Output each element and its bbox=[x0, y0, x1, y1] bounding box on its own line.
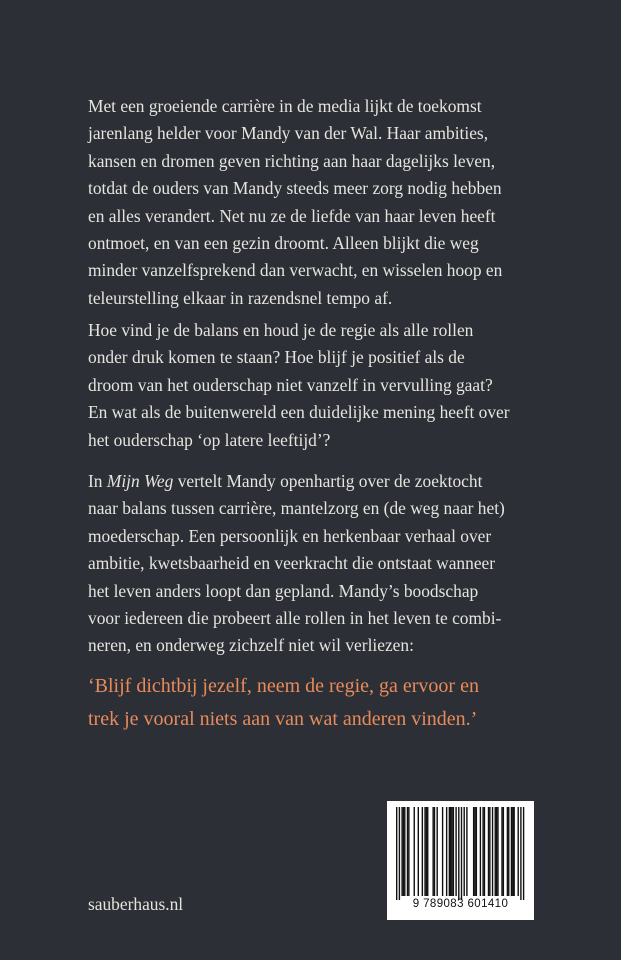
barcode-bar bbox=[424, 807, 425, 896]
barcode-bar bbox=[492, 807, 493, 896]
pull-quote bbox=[88, 670, 518, 736]
barcode-bar bbox=[511, 807, 512, 896]
barcode-bar bbox=[434, 807, 435, 896]
barcode-bar bbox=[432, 807, 433, 896]
barcode-bar bbox=[437, 807, 438, 896]
text-line: minder vanzelfsprekend dan verwacht, en wisselen hoop en bbox=[88, 260, 503, 281]
barcode-bar bbox=[488, 807, 489, 896]
quote-line: ‘Blijf dichtbij jezelf, neem de regie, ga ervoor en bbox=[88, 675, 479, 697]
isbn-barcode bbox=[387, 801, 534, 920]
quote-line: trek je vooral niets aan van wat anderen vinden.’ bbox=[88, 708, 478, 730]
barcode-bar bbox=[513, 807, 514, 896]
barcode-bar bbox=[418, 807, 419, 896]
book-title: Mijn Weg bbox=[106, 471, 174, 491]
publisher-website: sauberhaus.nl bbox=[88, 894, 184, 914]
barcode-bar bbox=[461, 807, 462, 900]
text-line: totdat de ouders van Mandy steeds meer zorg nodig hebben bbox=[88, 178, 502, 199]
barcode-bar bbox=[523, 807, 524, 900]
text-line: en alles verandert. Net nu ze de liefde van haar leven heeft bbox=[88, 205, 496, 226]
synopsis-paragraph-1 bbox=[88, 93, 518, 312]
barcode-bar bbox=[442, 807, 443, 896]
text-line: het ouderschap ‘op latere leeftijd’? bbox=[88, 429, 331, 450]
barcode-bar bbox=[427, 807, 428, 896]
text-line: kansen en dromen geven richting aan haar dagelijks leven, bbox=[88, 150, 496, 171]
barcode-bar bbox=[495, 807, 496, 896]
barcode-bar bbox=[501, 807, 502, 896]
barcode-bar bbox=[482, 807, 483, 896]
text-line: teleurstelling elkaar in razendsnel tempo af. bbox=[88, 287, 393, 308]
barcode-bar bbox=[497, 807, 498, 896]
barcode-bar bbox=[512, 807, 513, 896]
text-line: jarenlang helder voor Mandy van der Wal. Haar ambities, bbox=[88, 123, 489, 144]
barcode-bar bbox=[407, 807, 408, 896]
barcode-bar bbox=[396, 807, 397, 900]
barcode-bar bbox=[520, 807, 521, 900]
barcode-bar bbox=[508, 807, 509, 896]
barcode-bar bbox=[474, 807, 475, 896]
barcode-bar bbox=[404, 807, 405, 896]
text-segment: In bbox=[88, 471, 107, 491]
text-line: Hoe vind je de balans en houd je de regie als alle rollen bbox=[88, 320, 474, 340]
text-line: En wat als de buitenwereld een duidelijke mening heeft over bbox=[88, 402, 510, 423]
text-line: onder druk komen te staan? Hoe blijf je positief als de bbox=[88, 347, 465, 368]
barcode-bar bbox=[464, 807, 465, 896]
text-line: neren, en onderweg zichzelf niet wil verliezen: bbox=[88, 635, 414, 656]
text-line: voor iedereen die probeert alle rollen in het leven te combi- bbox=[88, 608, 502, 629]
text-line: moederschap. Een persoonlijk en herkenbaar verhaal over bbox=[88, 525, 492, 546]
barcode-bar bbox=[449, 807, 450, 896]
barcode-bar bbox=[450, 807, 451, 896]
barcode-bar bbox=[476, 807, 477, 896]
barcode-bar bbox=[480, 807, 481, 896]
barcode-bar bbox=[455, 807, 456, 896]
barcode-bar bbox=[458, 807, 459, 900]
text-line: het leven anders loopt dan gepland. Mandy’s boodschap bbox=[88, 580, 479, 601]
barcode-bar bbox=[489, 807, 490, 896]
barcode-bar bbox=[426, 807, 427, 896]
barcode-bar bbox=[422, 807, 423, 896]
synopsis-paragraph-2 bbox=[88, 317, 518, 454]
barcode-bar bbox=[473, 807, 474, 896]
barcode-bar bbox=[453, 807, 454, 896]
text-line: naar balans tussen carrière, mantelzorg en (de weg naar het) bbox=[88, 498, 505, 519]
text-line: ambitie, kwetsbaarheid en veerkracht die ontstaat wanneer bbox=[88, 553, 496, 574]
text-line bbox=[88, 468, 518, 495]
barcode-bar bbox=[518, 807, 519, 896]
isbn-number: 9 789083 601410 bbox=[412, 898, 509, 910]
barcode-bar bbox=[503, 807, 504, 896]
barcode-bar bbox=[399, 807, 400, 900]
barcode-bar bbox=[496, 807, 497, 896]
barcode-bar bbox=[408, 807, 409, 896]
text-line: droom van het ouderschap niet vanzelf in vervulling gaat? bbox=[88, 374, 493, 395]
text-line: Met een groeiende carrière in de media lijkt de toekomst bbox=[88, 96, 482, 116]
text-segment: vertelt Mandy openhartig over de zoektocht bbox=[173, 471, 483, 491]
synopsis-paragraph-3 bbox=[88, 468, 518, 660]
barcode-bar bbox=[414, 807, 415, 896]
barcode-bar bbox=[484, 807, 485, 896]
text-line: ontmoet, en van een gezin droomt. Alleen blijkt die weg bbox=[88, 233, 479, 254]
barcode-bar bbox=[451, 807, 452, 896]
barcode-bar bbox=[401, 807, 402, 896]
barcode-bar bbox=[446, 807, 447, 896]
barcode-bar bbox=[507, 807, 508, 896]
barcode-bar bbox=[466, 807, 467, 896]
barcode-bar bbox=[403, 807, 404, 896]
